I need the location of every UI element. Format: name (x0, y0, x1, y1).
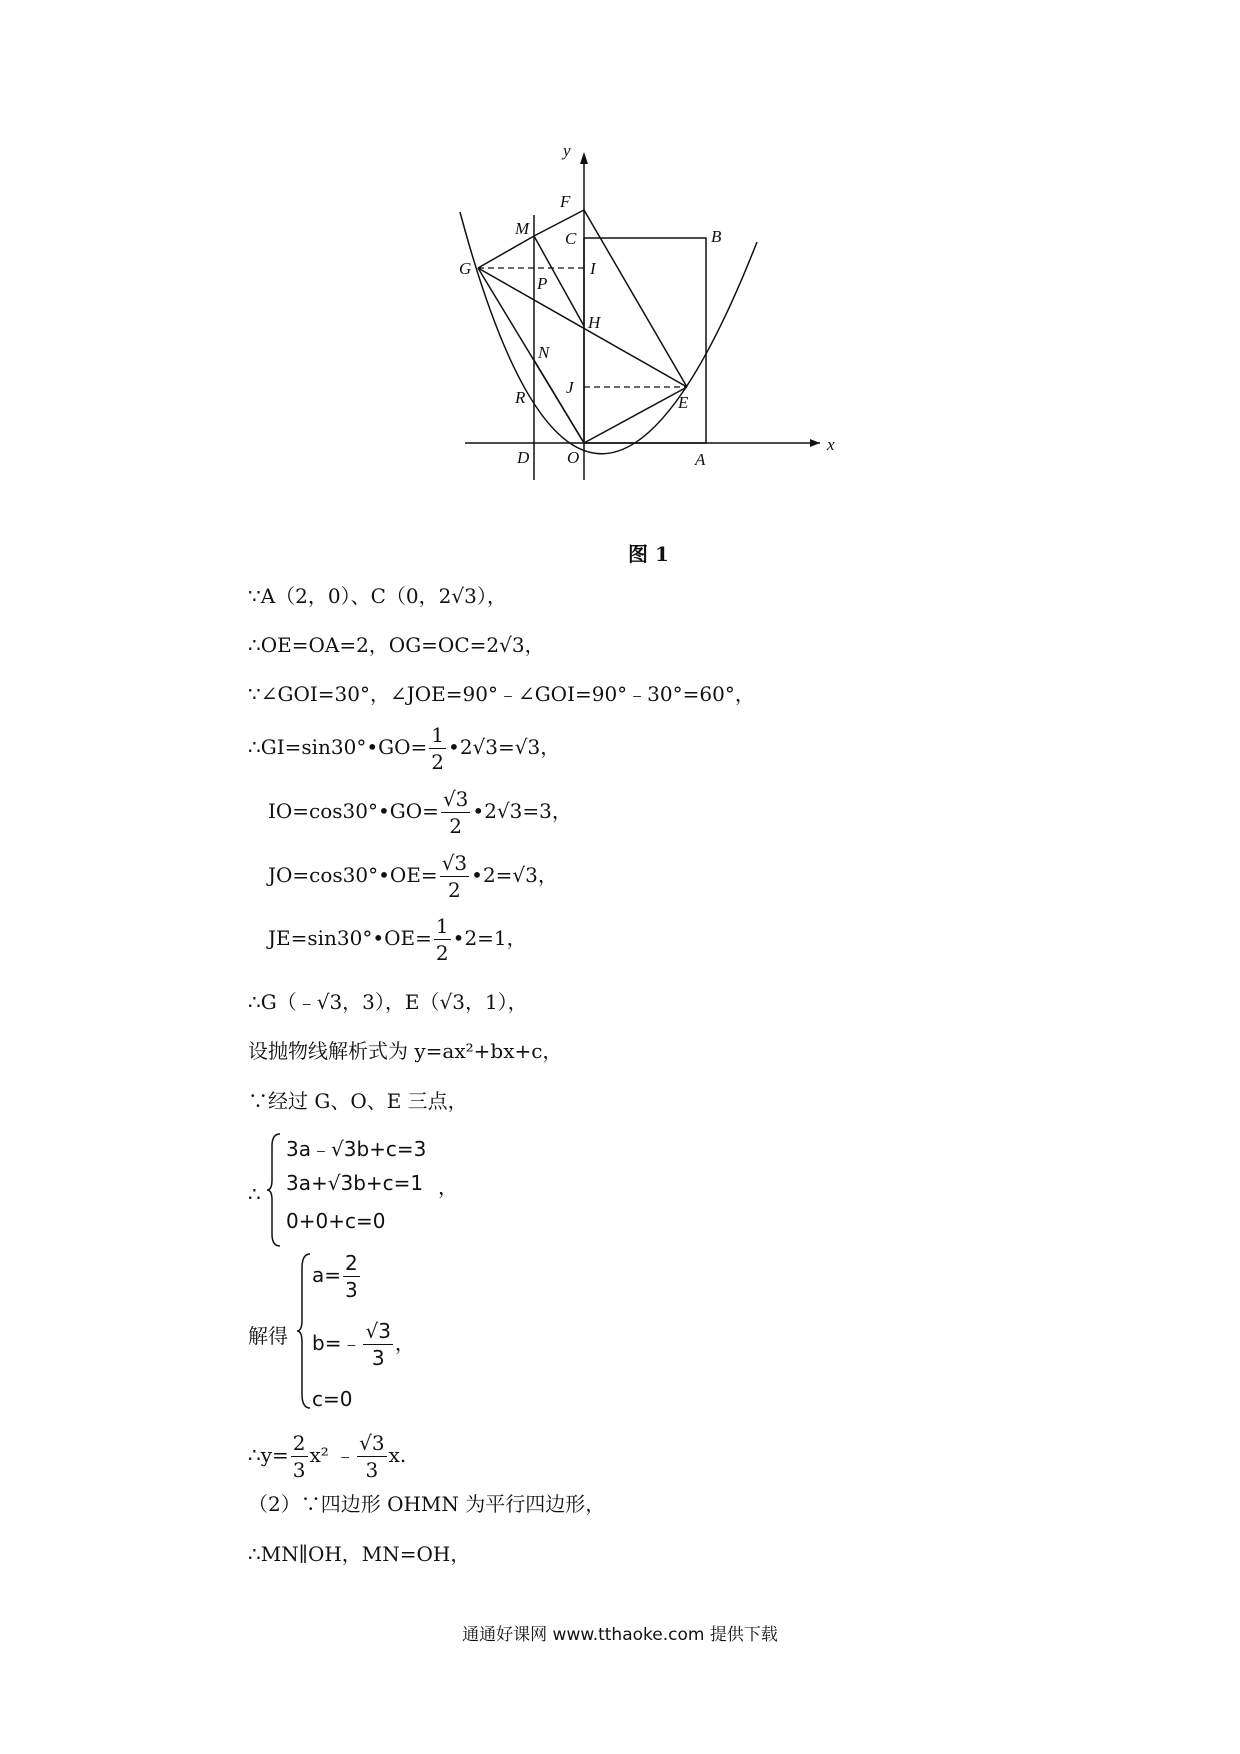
geometry-figure (455, 141, 855, 540)
line-oe-og: ∴OE=OA=2，OG=OC=2√3， (248, 633, 545, 657)
svg-text:R: R (515, 388, 526, 407)
line-je: JE=sin30°•OE= $\frac{1}{2}$ •2=1， (268, 914, 527, 965)
svg-text:E: E (678, 393, 689, 412)
footer-text: 通通好课网 www.tthaoke.com 提供下载 (462, 1625, 778, 1645)
svg-text:x: x (827, 435, 835, 454)
parabola (460, 212, 757, 454)
svg-text:A: A (695, 450, 706, 469)
svg-text:N: N (538, 343, 550, 362)
line-gi: ∴GI=sin30°•GO= $\frac{1}{2}$ •2√3=√3， (248, 723, 561, 774)
svg-text:G: G (459, 259, 472, 278)
left-brace-1 (266, 1132, 282, 1248)
line-mn-oh: ∴MN∥OH，MN=OH， (248, 1542, 471, 1566)
line-io: IO=cos30°•GO= $\frac{√3}{2}$ •2√3=3， (268, 787, 572, 838)
line-given: ∵A（2，0）、C（0，2√3）， (248, 584, 507, 608)
line-passes: ∵经过 G、O、E 三点， (248, 1089, 468, 1113)
left-brace-2 (296, 1252, 312, 1410)
line-angles: ∵∠GOI=30°，∠JOE=90°﹣∠GOI=90°﹣30°=60°， (248, 682, 755, 706)
line-jo: JO=cos30°•OE= $\frac{√3}{2}$ •2=√3， (268, 851, 558, 902)
svg-text:P: P (537, 274, 548, 293)
figure-caption: 图 1 (628, 542, 669, 566)
rectangle-oabc (584, 238, 706, 443)
line-part2: （2）∵四边形 OHMN 为平行四边形， (248, 1492, 606, 1516)
svg-text:D: D (517, 448, 530, 467)
line-parabola-form: 设抛物线解析式为 y=ax²+bx+c， (248, 1039, 563, 1063)
svg-text:B: B (711, 227, 722, 246)
svg-text:I: I (590, 259, 596, 278)
svg-text:C: C (565, 229, 577, 248)
svg-text:H: H (588, 313, 601, 332)
line-g-e: ∴G（﹣√3，3），E（√3，1）， (248, 990, 528, 1014)
svg-text:M: M (515, 219, 530, 238)
svg-text:F: F (560, 192, 571, 211)
svg-text:O: O (567, 448, 580, 467)
svg-text:J: J (566, 378, 574, 397)
line-result: ∴y= $\frac{2}{3}$ x² ﹣ $\frac{√3}{3}$ x. (248, 1431, 407, 1482)
svg-text:y: y (563, 141, 571, 160)
